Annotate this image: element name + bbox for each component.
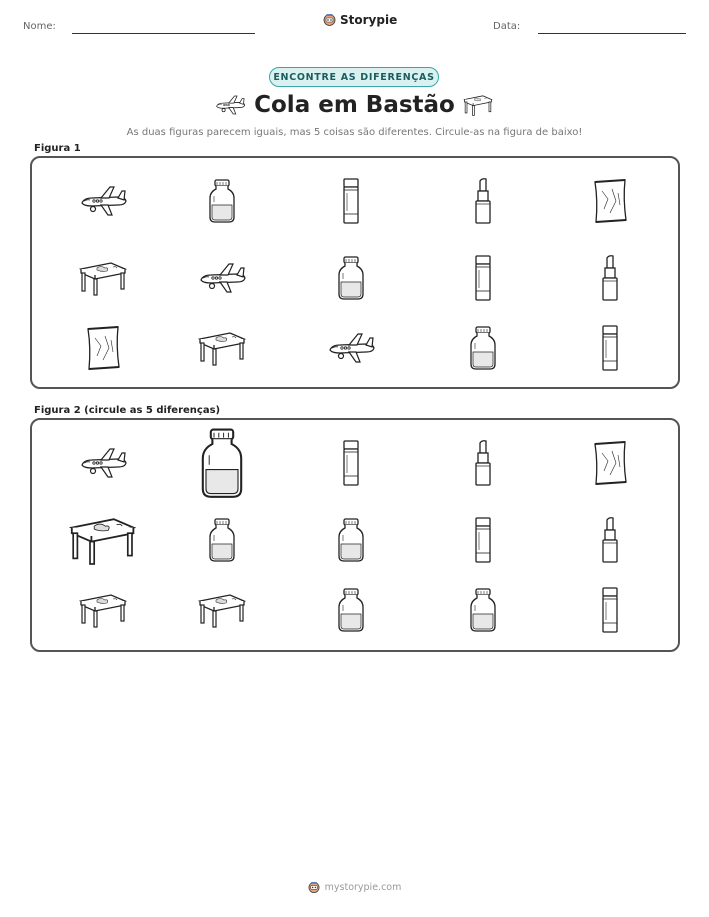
name-label: Nome: xyxy=(23,21,56,32)
figure2-label: Figura 2 (circule as 5 diferenças) xyxy=(34,405,221,416)
table-icon xyxy=(198,330,246,366)
lipstick-icon xyxy=(600,254,620,302)
glue-stick-icon[interactable] xyxy=(473,517,493,563)
page-title: Cola em Bastão xyxy=(254,92,455,118)
airplane-icon[interactable] xyxy=(78,446,128,480)
table-icon xyxy=(79,260,127,296)
brand-logo xyxy=(323,13,397,27)
bag-icon[interactable] xyxy=(592,441,628,485)
jar-icon[interactable] xyxy=(207,518,237,562)
lipstick-icon[interactable] xyxy=(600,516,620,564)
jar-icon[interactable] xyxy=(198,428,246,498)
airplane-icon xyxy=(326,331,376,365)
table-icon xyxy=(463,94,493,116)
glue-stick-icon[interactable] xyxy=(600,587,620,633)
footer xyxy=(0,881,709,894)
glue-stick-icon xyxy=(341,178,361,224)
table-icon[interactable] xyxy=(198,592,246,628)
glue-stick-icon xyxy=(473,255,493,301)
lipstick-icon xyxy=(473,177,493,225)
jar-icon[interactable] xyxy=(336,588,366,632)
table-icon[interactable] xyxy=(69,515,136,565)
instructions: As duas figuras parecem iguais, mas 5 coisas são diferentes. Circule-as na figura de baixo! xyxy=(126,127,583,138)
activity-badge: ENCONTRE AS DIFERENÇAS xyxy=(269,67,439,87)
name-line[interactable] xyxy=(72,33,255,34)
date-label: Data: xyxy=(493,21,521,32)
figure1-label: Figura 1 xyxy=(34,143,81,154)
jar-icon[interactable] xyxy=(468,588,498,632)
storypie-mascot-icon xyxy=(308,881,320,894)
lipstick-icon[interactable] xyxy=(473,439,493,487)
airplane-icon xyxy=(197,261,247,295)
jar-icon[interactable] xyxy=(336,518,366,562)
footer-url: mystorypie.com xyxy=(324,882,402,893)
bag-icon xyxy=(592,179,628,223)
figure2-panel[interactable] xyxy=(30,418,680,652)
brand-name: Storypie xyxy=(340,13,398,27)
figure1-panel xyxy=(30,156,680,389)
glue-stick-icon xyxy=(600,325,620,371)
jar-icon xyxy=(468,326,498,370)
bag-icon xyxy=(85,326,121,370)
airplane-icon xyxy=(78,184,128,218)
table-icon[interactable] xyxy=(79,592,127,628)
date-line[interactable] xyxy=(538,33,686,34)
storypie-mascot-icon xyxy=(323,13,336,27)
jar-icon xyxy=(207,179,237,223)
glue-stick-icon[interactable] xyxy=(341,440,361,486)
jar-icon xyxy=(336,256,366,300)
